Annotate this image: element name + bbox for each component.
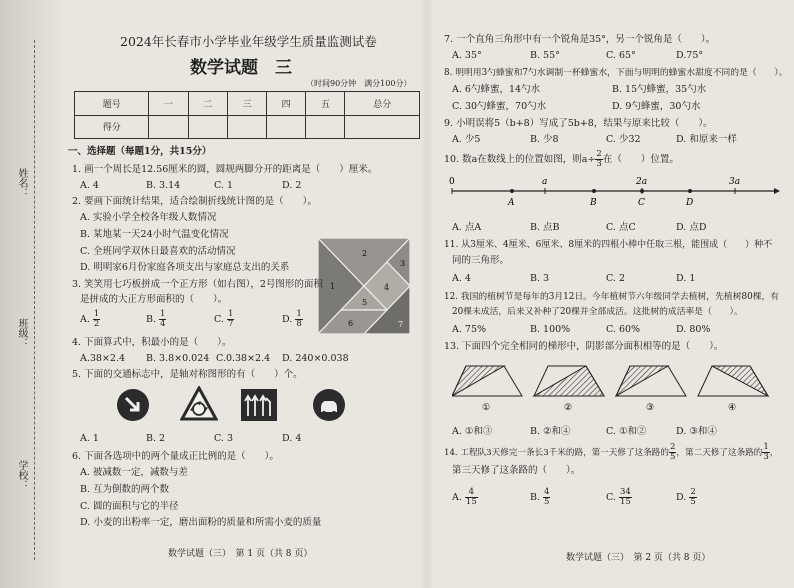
fraction-denominator: 8 bbox=[296, 319, 302, 329]
q3-stem-line2: 是拼成的大正方形面积的（ ）。 bbox=[80, 294, 228, 305]
q7-option-a[interactable]: A. 35° bbox=[452, 50, 482, 61]
q6-option-b[interactable]: B. 互为倒数的两个数 bbox=[80, 484, 170, 495]
option-letter: D. bbox=[676, 492, 687, 503]
fraction bbox=[227, 310, 234, 329]
section-heading: 一、选择题（每题1分，共15分） bbox=[68, 146, 212, 157]
number-line bbox=[446, 174, 780, 208]
score-cell[interactable] bbox=[267, 115, 306, 139]
q7-option-d[interactable]: D.75° bbox=[676, 50, 704, 61]
q3-option-d[interactable] bbox=[282, 310, 303, 329]
trapezoid-1 bbox=[452, 366, 522, 396]
turn-arrow-sign-icon bbox=[116, 388, 150, 422]
margin-shade bbox=[0, 0, 60, 588]
fraction bbox=[93, 310, 100, 329]
q13-stem: 13. 下面四个完全相同的梯形中，阴影部分面积相等的是（ ）。 bbox=[444, 341, 724, 352]
option-letter: B. bbox=[146, 314, 157, 325]
q1-option-d[interactable]: D. 2 bbox=[282, 180, 302, 191]
q9-stem: 9. 小明误将5（b+8）写成了5b+8，结果与原来比较（ ）。 bbox=[444, 118, 713, 129]
q4-option-a[interactable]: A.38×2.4 bbox=[80, 353, 126, 364]
q14-option-a[interactable] bbox=[452, 488, 478, 507]
option-letter: C. bbox=[606, 492, 616, 503]
q5-option-c[interactable]: C. 3 bbox=[214, 433, 234, 444]
q7-stem: 7. 一个直角三角形中有一个锐角是35°，另一个锐角是（ ）。 bbox=[444, 34, 716, 45]
q1-option-a[interactable]: A. 4 bbox=[80, 180, 99, 191]
q13-option-a[interactable]: A. ①和③ bbox=[452, 426, 493, 437]
q8-option-b[interactable]: B. 15勺蜂蜜，35勺水 bbox=[612, 84, 707, 95]
score-cell[interactable] bbox=[188, 115, 227, 139]
q14-stem-part: 14. 工程队3天修完一条长3千米的路，第一天修了这条路的 bbox=[444, 448, 669, 458]
fraction-numerator: 2 bbox=[690, 487, 696, 497]
fraction-numerator: 1 bbox=[93, 309, 100, 319]
fraction bbox=[543, 488, 550, 507]
axis-tick-label: 0 bbox=[449, 177, 455, 187]
fraction-denominator: 5 bbox=[690, 497, 696, 507]
fraction-numerator: 1 bbox=[763, 442, 769, 452]
q10-stem-part: 10. 数a在数线上的位置如图，则a÷ bbox=[444, 154, 596, 165]
option-letter: B. bbox=[530, 492, 541, 503]
q11-stem-line2: 同的三角形。 bbox=[452, 255, 510, 266]
trapezoid-label: ② bbox=[564, 403, 573, 413]
point-label: B bbox=[590, 198, 597, 208]
trapezoid-label: ① bbox=[482, 403, 491, 413]
score-header-cell: 题号 bbox=[75, 92, 149, 116]
q11-option-b[interactable]: B. 3 bbox=[530, 273, 550, 284]
fraction bbox=[689, 488, 696, 507]
fraction-denominator: 15 bbox=[619, 497, 631, 507]
q6-option-a[interactable]: A. 被减数一定，减数与差 bbox=[80, 467, 188, 478]
fraction-numerator: 2 bbox=[596, 149, 602, 159]
q11-stem-line1: 11. 从3厘米、4厘米、6厘米、8厘米的四根小棒中任取三根，能围成（ ）种不 bbox=[444, 240, 773, 250]
score-row-label: 得分 bbox=[75, 115, 149, 139]
fraction-denominator: 2 bbox=[93, 319, 100, 329]
q14-stem-part: ， bbox=[769, 448, 779, 458]
q1-stem: 1. 画一个周长是12.56厘米的圆，圆规两脚分开的距离是（ ）厘米。 bbox=[72, 164, 378, 175]
score-header-cell: 四 bbox=[267, 92, 306, 116]
point-label: D bbox=[686, 198, 694, 208]
fraction-denominator: 3 bbox=[596, 159, 602, 169]
q3-option-a[interactable] bbox=[80, 310, 100, 329]
q5-option-a[interactable]: A. 1 bbox=[80, 433, 99, 444]
fraction-numerator: 4 bbox=[544, 487, 550, 497]
q2-stem: 2. 要画下面统计结果，适合绘制折线统计图的是（ ）。 bbox=[72, 196, 317, 207]
trapezoid-3 bbox=[616, 366, 686, 396]
option-letter: C. bbox=[214, 314, 224, 325]
option-letter: A. bbox=[80, 314, 90, 325]
q3-stem-line1: 3. 笑笑用七巧板拼成一个正方形（如右图），2号图形的面积 bbox=[72, 279, 323, 290]
q8-stem: 8. 明明用3勺蜂蜜和7勺水调制一杯蜂蜜水，下面与明明的蜂蜜水甜度不同的是（ ）。 bbox=[444, 68, 788, 78]
q8-option-c[interactable]: C. 30勺蜂蜜，70勺水 bbox=[452, 101, 547, 112]
q14-option-b[interactable] bbox=[530, 488, 550, 507]
q4-option-d[interactable]: D. 240×0.038 bbox=[282, 353, 349, 364]
car-sign-icon bbox=[312, 388, 346, 422]
q7-option-b[interactable]: B. 55° bbox=[530, 50, 560, 61]
score-header-cell: 二 bbox=[188, 92, 227, 116]
trapezoid-label: ④ bbox=[728, 403, 737, 413]
q10-option-c[interactable]: C. 点C bbox=[606, 222, 636, 233]
q2-option-d[interactable]: D. 明明家6月份家庭各项支出与家庭总支出的关系 bbox=[80, 262, 290, 273]
fraction-numerator: 1 bbox=[296, 309, 302, 319]
q14-stem bbox=[444, 443, 778, 462]
q2-option-a[interactable]: A. 实验小学全校各年级人数情况 bbox=[80, 212, 217, 223]
footer-right: 数学试题（三） 第 2 页（共 8 页） bbox=[566, 553, 711, 563]
trapezoid-label: ③ bbox=[646, 403, 655, 413]
q10-option-d[interactable]: D. 点D bbox=[676, 222, 707, 233]
q4-option-b[interactable]: B. 3.8×0.024 bbox=[146, 353, 210, 364]
fraction-denominator: 5 bbox=[670, 452, 676, 462]
q10-option-a[interactable]: A. 点A bbox=[452, 222, 482, 233]
time-note: （时间90分钟 满分100分） bbox=[306, 79, 412, 88]
q10-stem bbox=[444, 150, 679, 169]
q9-option-c[interactable]: C. 少32 bbox=[606, 134, 641, 145]
subject-title: 数学试题 三 bbox=[190, 58, 292, 78]
fraction-denominator: 5 bbox=[544, 497, 550, 507]
q5-stem: 5. 下面的交通标志中，是轴对称图形的有（ ）个。 bbox=[72, 369, 303, 380]
fraction-numerator: 2 bbox=[670, 442, 676, 452]
q12-option-a[interactable]: A. 75% bbox=[452, 324, 487, 335]
fraction bbox=[619, 488, 632, 507]
axis-tick-label: 2a bbox=[636, 177, 648, 187]
q10-option-b[interactable]: B. 点B bbox=[530, 222, 560, 233]
q11-option-a[interactable]: A. 4 bbox=[452, 273, 471, 284]
q1-option-c[interactable]: C. 1 bbox=[214, 180, 234, 191]
tangram-label: 7 bbox=[398, 320, 404, 329]
q14-option-d[interactable] bbox=[676, 488, 697, 507]
tangram-label: 5 bbox=[362, 298, 368, 307]
class-label: 班级： bbox=[16, 318, 27, 348]
q14-stem-part: ，第二天修了这条路的 bbox=[676, 448, 763, 458]
fraction-numerator: 1 bbox=[160, 309, 166, 319]
q12-option-d[interactable]: D. 80% bbox=[676, 324, 711, 335]
q12-option-c[interactable]: C. 60% bbox=[606, 324, 641, 335]
score-header-cell: 五 bbox=[306, 92, 345, 116]
score-cell[interactable] bbox=[345, 115, 420, 139]
roundabout-sign-icon bbox=[180, 386, 218, 422]
q4-option-c[interactable]: C.0.38×2.4 bbox=[216, 353, 271, 364]
score-cell[interactable] bbox=[149, 115, 188, 139]
lane-arrows-sign-icon bbox=[240, 388, 278, 422]
point-label: C bbox=[638, 198, 645, 208]
q11-option-c[interactable]: C. 2 bbox=[606, 273, 626, 284]
q3-option-b[interactable] bbox=[146, 310, 166, 329]
tangram-label: 3 bbox=[400, 259, 406, 268]
q12-stem-line1: 12. 我国的植树节是每年的3月12日。今年植树节六年级同学去植树，先植树80棵，有 bbox=[444, 292, 780, 302]
score-cell[interactable] bbox=[306, 115, 345, 139]
name-label: 姓名： bbox=[16, 168, 27, 198]
tangram-label: 2 bbox=[362, 249, 368, 258]
q4-stem: 4. 下面算式中，积最小的是（ ）。 bbox=[72, 337, 232, 348]
fraction-numerator: 1 bbox=[227, 309, 234, 319]
fraction-denominator: 15 bbox=[465, 497, 477, 507]
q1-option-b[interactable]: B. 3.14 bbox=[146, 180, 181, 191]
axis-tick-label: a bbox=[542, 177, 548, 187]
q7-option-c[interactable]: C. 65° bbox=[606, 50, 636, 61]
q6-option-c[interactable]: C. 圆的面积与它的半径 bbox=[80, 501, 179, 512]
fraction-denominator: 4 bbox=[160, 319, 166, 329]
trapezoid-2 bbox=[534, 366, 604, 396]
q13-option-b[interactable]: B. ②和④ bbox=[530, 426, 571, 437]
fraction-numerator: 34 bbox=[619, 487, 631, 497]
q9-option-b[interactable]: B. 少8 bbox=[530, 134, 559, 145]
fraction bbox=[295, 310, 302, 329]
point-label: A bbox=[508, 198, 515, 208]
binding-line bbox=[34, 40, 35, 560]
school-label: 学校： bbox=[16, 460, 27, 490]
q5-option-b[interactable]: B. 2 bbox=[146, 433, 166, 444]
fraction bbox=[762, 443, 769, 462]
q3-option-c[interactable] bbox=[214, 310, 234, 329]
option-letter: A. bbox=[452, 492, 462, 503]
score-header-cell: 总分 bbox=[345, 92, 420, 116]
q12-stem-line2: 20棵未成活，后来又补种了20棵并全部成活。这批树的成活率是（ ）。 bbox=[452, 307, 743, 317]
q14-option-c[interactable] bbox=[606, 488, 632, 507]
q14-stem-line2: 第三天修了这条路的（ ）。 bbox=[452, 465, 581, 476]
q13-option-c[interactable]: C. ①和② bbox=[606, 426, 647, 437]
option-letter: D. bbox=[282, 314, 293, 325]
tangram-label: 4 bbox=[384, 283, 390, 292]
footer-left: 数学试题（三） 第 1 页（共 8 页） bbox=[168, 549, 313, 559]
q13-option-d[interactable]: D. ③和④ bbox=[676, 426, 717, 437]
q10-stem-part: 在（ ）位置。 bbox=[602, 154, 679, 165]
page-fold bbox=[420, 0, 434, 588]
q11-option-d[interactable]: D. 1 bbox=[676, 273, 696, 284]
trapezoid-figures bbox=[452, 362, 772, 414]
fraction bbox=[595, 150, 602, 169]
score-header-cell: 一 bbox=[149, 92, 188, 116]
q9-option-d[interactable]: D. 和原来一样 bbox=[676, 134, 737, 145]
tangram-label: 1 bbox=[330, 282, 336, 291]
trapezoid-4 bbox=[698, 366, 768, 396]
q6-option-d[interactable]: D. 小麦的出粉率一定，磨出面粉的质量和所需小麦的质量 bbox=[80, 517, 322, 528]
q2-option-b[interactable]: B. 某地某一天24小时气温变化情况 bbox=[80, 229, 229, 240]
q8-option-d[interactable]: D. 9勺蜂蜜，30勺水 bbox=[612, 101, 701, 112]
score-table bbox=[74, 91, 420, 139]
axis-tick-label: 3a bbox=[729, 177, 741, 187]
q2-option-c[interactable]: C. 全班同学双休日最喜欢的活动情况 bbox=[80, 246, 236, 257]
q6-stem: 6. 下面各选项中的两个量成正比例的是（ ）。 bbox=[72, 451, 279, 462]
exam-title: 2024年长春市小学毕业年级学生质量监测试卷 bbox=[120, 34, 377, 49]
fraction-numerator: 4 bbox=[465, 488, 478, 498]
fraction-denominator: 7 bbox=[227, 319, 234, 329]
q12-option-b[interactable]: B. 100% bbox=[530, 324, 571, 335]
score-header-cell: 三 bbox=[227, 92, 266, 116]
q9-option-a[interactable]: A. 少5 bbox=[452, 134, 481, 145]
q5-option-d[interactable]: D. 4 bbox=[282, 433, 302, 444]
tangram-label: 6 bbox=[348, 319, 354, 328]
tangram-figure bbox=[318, 238, 410, 334]
q8-option-a[interactable]: A. 6勺蜂蜜，14勺水 bbox=[452, 84, 541, 95]
fraction-denominator: 3 bbox=[763, 452, 769, 462]
score-cell[interactable] bbox=[227, 115, 266, 139]
fraction bbox=[465, 488, 478, 507]
fraction bbox=[159, 310, 166, 329]
